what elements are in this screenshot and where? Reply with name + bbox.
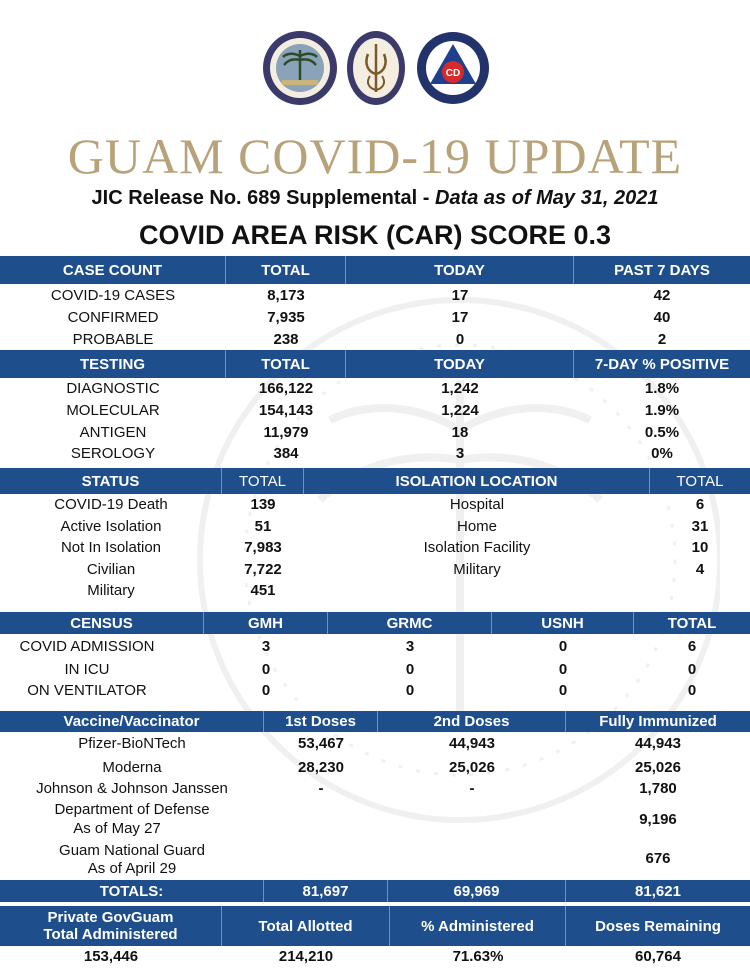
testing-total: 166,122 bbox=[258, 380, 314, 397]
isolation-total: 4 bbox=[695, 561, 705, 578]
vaccine-full: 676 bbox=[645, 850, 671, 867]
testing-total: 384 bbox=[273, 445, 299, 462]
case-count-total-heading: TOTAL bbox=[226, 256, 346, 284]
case-past7: 42 bbox=[653, 287, 671, 304]
vaccine-sublabel: As of April 29 bbox=[87, 860, 177, 877]
testing-today: 3 bbox=[455, 445, 465, 462]
isolation-total: 10 bbox=[691, 539, 709, 556]
testing-title: TESTING bbox=[0, 350, 226, 378]
status-label: Military bbox=[87, 582, 135, 599]
census-label: COVID ADMISSION bbox=[19, 638, 155, 655]
case-total: 8,173 bbox=[267, 287, 305, 304]
percent-administered-value: 71.63% bbox=[452, 948, 504, 965]
case-label: COVID-19 CASES bbox=[50, 287, 176, 304]
isolation-total-heading: TOTAL bbox=[676, 472, 724, 490]
vaccine-second: 44,943 bbox=[449, 735, 495, 752]
governor-seal-icon bbox=[262, 30, 338, 106]
case-total: 7,935 bbox=[267, 309, 305, 326]
isolation-label: Home bbox=[456, 518, 497, 535]
page-title: GUAM COVID-19 UPDATE bbox=[67, 128, 683, 184]
testing-positive: 0% bbox=[651, 445, 673, 462]
testing-positive: 1.9% bbox=[644, 402, 680, 419]
release-line bbox=[0, 187, 750, 210]
status-total: 7,722 bbox=[244, 561, 282, 578]
case-past7: 40 bbox=[653, 309, 671, 326]
case-past7: 2 bbox=[657, 331, 667, 348]
census-grmc: 3 bbox=[405, 638, 415, 655]
status-label: COVID-19 Death bbox=[54, 496, 168, 513]
isolation-total: 31 bbox=[691, 518, 709, 535]
case-count-title: CASE COUNT bbox=[0, 256, 226, 284]
vaccine-label: Pfizer-BioNTech bbox=[78, 735, 186, 752]
vaccine-first: 53,467 bbox=[298, 735, 344, 752]
percent-administered-heading: % Administered bbox=[390, 906, 566, 946]
status-label: Civilian bbox=[86, 561, 136, 578]
testing-total: 154,143 bbox=[258, 402, 314, 419]
total-administered-value: 153,446 bbox=[83, 948, 139, 965]
doses-remaining-value: 60,764 bbox=[635, 948, 681, 965]
vaccine-full: 9,196 bbox=[639, 811, 677, 828]
census-total: 0 bbox=[687, 682, 697, 699]
isolation-label: Military bbox=[453, 561, 501, 578]
totals-full: 81,621 bbox=[635, 882, 681, 900]
vaccine-first: - bbox=[318, 780, 324, 797]
private-govguam-line2: Total Administered bbox=[43, 926, 178, 943]
status-label: Not In Isolation bbox=[60, 539, 162, 556]
vaccine-label: Moderna bbox=[102, 759, 162, 776]
testing-today: 1,224 bbox=[441, 402, 479, 419]
testing-header bbox=[0, 350, 750, 378]
isolation-label: Isolation Facility bbox=[423, 539, 531, 556]
census-label: ON VENTILATOR bbox=[27, 682, 147, 699]
testing-label: MOLECULAR bbox=[66, 402, 160, 419]
civil-defense-letters: CD bbox=[445, 68, 461, 79]
census-gmh-heading: GMH bbox=[204, 612, 328, 634]
public-health-seal-icon bbox=[346, 30, 406, 106]
totals-label: TOTALS: bbox=[0, 880, 264, 902]
doses-remaining-heading: Doses Remaining bbox=[595, 917, 721, 935]
allotment-header bbox=[0, 906, 750, 946]
seals-row bbox=[0, 30, 750, 110]
isolation-location-heading: ISOLATION LOCATION bbox=[304, 468, 650, 494]
case-today: 17 bbox=[451, 287, 469, 304]
status-total: 139 bbox=[250, 496, 276, 513]
census-usnh: 0 bbox=[558, 661, 568, 678]
vaccine-sublabel: As of May 27 bbox=[73, 820, 161, 837]
release-number: JIC Release No. 689 Supplemental - bbox=[91, 187, 435, 209]
census-label: IN ICU bbox=[64, 661, 110, 678]
vaccine-title: Vaccine/Vaccinator bbox=[0, 711, 264, 732]
case-count-today-heading: TODAY bbox=[346, 256, 574, 284]
case-count-header bbox=[0, 256, 750, 284]
vaccine-full: 44,943 bbox=[635, 735, 681, 752]
census-total: 6 bbox=[687, 638, 697, 655]
total-allotted-value: 214,210 bbox=[278, 948, 334, 965]
testing-label: SEROLOGY bbox=[70, 445, 156, 462]
census-total: 0 bbox=[687, 661, 697, 678]
testing-label: DIAGNOSTIC bbox=[66, 380, 160, 397]
status-total: 451 bbox=[250, 582, 276, 599]
civil-defense-seal-icon bbox=[416, 30, 490, 106]
vaccine-label: Johnson & Johnson Janssen bbox=[36, 780, 228, 797]
census-gmh: 0 bbox=[261, 682, 271, 699]
census-usnh: 0 bbox=[558, 682, 568, 699]
vaccine-label: Department of Defense bbox=[54, 801, 210, 818]
census-title: CENSUS bbox=[0, 612, 204, 634]
testing-today: 1,242 bbox=[441, 380, 479, 397]
case-label: PROBABLE bbox=[72, 331, 154, 348]
case-today: 0 bbox=[455, 331, 465, 348]
vaccine-first-heading: 1st Doses bbox=[264, 711, 378, 732]
census-usnh-heading: USNH bbox=[492, 612, 634, 634]
census-usnh: 0 bbox=[558, 638, 568, 655]
vaccine-second-heading: 2nd Doses bbox=[378, 711, 566, 732]
status-total-heading: TOTAL bbox=[222, 468, 304, 494]
totals-first: 81,697 bbox=[264, 880, 388, 902]
vaccine-full-heading: Fully Immunized bbox=[599, 713, 717, 730]
case-label: CONFIRMED bbox=[67, 309, 159, 326]
testing-label: ANTIGEN bbox=[79, 424, 147, 441]
totals-row bbox=[0, 880, 750, 902]
private-govguam-line1: Private GovGuam bbox=[47, 909, 174, 926]
status-header bbox=[0, 468, 750, 494]
census-gmh: 0 bbox=[261, 661, 271, 678]
case-today: 17 bbox=[451, 309, 469, 326]
case-total: 238 bbox=[273, 331, 299, 348]
isolation-total: 6 bbox=[695, 496, 705, 513]
testing-positive: 1.8% bbox=[644, 380, 680, 397]
vaccine-second: 25,026 bbox=[449, 759, 495, 776]
total-allotted-heading: Total Allotted bbox=[222, 906, 390, 946]
vaccine-full: 1,780 bbox=[639, 780, 677, 797]
release-date: Data as of May 31, 2021 bbox=[435, 187, 659, 209]
census-grmc-heading: GRMC bbox=[328, 612, 492, 634]
status-total: 7,983 bbox=[244, 539, 282, 556]
status-title: STATUS bbox=[0, 468, 222, 494]
vaccine-header bbox=[0, 711, 750, 732]
status-label: Active Isolation bbox=[60, 518, 162, 535]
private-govguam-heading bbox=[0, 906, 222, 946]
testing-total: 11,979 bbox=[263, 424, 309, 441]
vaccine-label: Guam National Guard bbox=[59, 842, 205, 859]
census-grmc: 0 bbox=[405, 682, 415, 699]
isolation-label: Hospital bbox=[449, 496, 505, 513]
testing-positive: 0.5% bbox=[644, 424, 680, 441]
totals-second: 69,969 bbox=[388, 880, 566, 902]
testing-today-heading: TODAY bbox=[346, 350, 574, 378]
vaccine-second: - bbox=[469, 780, 475, 797]
testing-total-heading: TOTAL bbox=[226, 350, 346, 378]
car-score: COVID AREA RISK (CAR) SCORE 0.3 bbox=[138, 220, 612, 250]
census-grmc: 0 bbox=[405, 661, 415, 678]
testing-today: 18 bbox=[451, 424, 469, 441]
census-total-heading: TOTAL bbox=[667, 614, 717, 632]
census-header bbox=[0, 612, 750, 634]
case-count-past7-heading: PAST 7 DAYS bbox=[614, 261, 710, 279]
vaccine-first: 28,230 bbox=[298, 759, 344, 776]
testing-positive-heading: 7-DAY % POSITIVE bbox=[594, 355, 730, 373]
status-total: 51 bbox=[254, 518, 272, 535]
vaccine-full: 25,026 bbox=[635, 759, 681, 776]
census-gmh: 3 bbox=[261, 638, 271, 655]
